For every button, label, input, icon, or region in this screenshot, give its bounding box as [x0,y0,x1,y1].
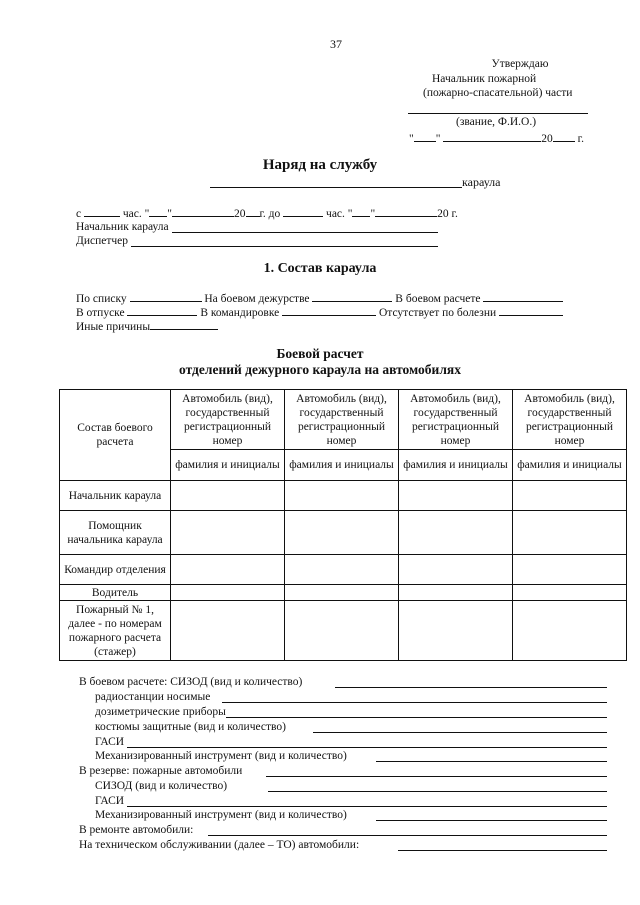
bottom-label3: дозиметрические приборы [95,706,226,718]
bottom-line4 [95,721,286,733]
roster-row2 [76,305,563,319]
calc-title2: отделений дежурного караула на автомобилях [179,362,461,377]
table-cell[interactable] [285,481,399,511]
table-row [60,601,627,661]
table-cell[interactable] [171,601,285,661]
name-header-1: фамилия и инициалы [171,450,285,481]
guard-name-line [210,187,462,188]
date-year: 20 [541,133,553,145]
period-year1: 20 [234,208,246,220]
fill-line4 [313,732,607,733]
fill-line8 [268,791,607,792]
roster-other: Иные причины [76,321,151,333]
period-from: с [76,208,82,220]
fill-line12 [398,850,607,851]
roster-row3 [76,319,218,333]
fill-line2 [222,702,607,703]
name-header-3: фамилия и инициалы [399,450,513,481]
row-label: Водитель [60,585,171,601]
bottom-label1: В боевом расчете: СИЗОД (вид и количество) [79,676,303,688]
table-cell[interactable] [399,511,513,555]
vehicle-header-2: Автомобиль (вид), государственный регистрационный номер [285,390,399,450]
approval-heading: Утверждаю [491,58,549,70]
bottom-line7 [79,765,242,777]
dispatcher-line [131,246,438,247]
document-title: Наряд на службу [262,157,378,173]
approval-signature-line [408,113,588,114]
bottom-line2 [95,691,210,703]
period-q2: " [370,208,376,220]
name-header-4: фамилия и инициалы [513,450,627,481]
table-cell[interactable] [285,601,399,661]
fill-line6 [376,761,607,762]
period-hour2: час. " [326,208,353,220]
table-cell[interactable] [399,555,513,585]
period-q1: " [167,208,172,220]
table-cell[interactable] [171,585,285,601]
bottom-line6 [95,750,347,762]
period-line [76,206,458,220]
bottom-line1 [79,676,302,688]
period-hour1: час. " [122,208,150,220]
table-row [60,585,627,601]
page-number: 37 [330,37,342,51]
bottom-label8: СИЗОД (вид и количество) [95,780,228,792]
bottom-label11: В ремонте автомобили: [79,824,194,836]
fill-line1 [335,687,607,688]
table-cell[interactable] [513,601,627,661]
roster-row1 [76,291,563,305]
table-header-row [60,390,627,450]
name-header-2: фамилия и инициалы [285,450,399,481]
date-quote-open: " [409,133,414,145]
table-cell[interactable] [285,555,399,585]
bottom-line3 [95,706,226,718]
table-row [60,511,627,555]
approval-chief-line1: Начальник пожарной [432,73,537,85]
bottom-label2: радиостанции носимые [95,691,211,703]
table-cell[interactable] [513,585,627,601]
bottom-label7: В резерве: пожарные автомобили [79,765,243,777]
fill-line3 [226,717,607,718]
row-label: Помощник начальника караула [60,511,171,555]
fill-line5 [127,747,607,748]
roster-vacation: В отпуске [76,307,125,319]
bottom-line5 [95,736,124,748]
table-row [60,555,627,585]
table-cell[interactable] [171,481,285,511]
fill-line10 [376,820,607,821]
bottom-line11 [79,824,193,836]
fill-line9 [127,806,607,807]
vehicle-header-3: Автомобиль (вид), государственный регистрационный номер [399,390,513,450]
table-cell[interactable] [513,481,627,511]
table-row [60,481,627,511]
vehicle-header-1: Автомобиль (вид), государственный регистрационный номер [171,390,285,450]
bottom-label9: ГАСИ [95,795,125,807]
chief-of-guard-label: Начальник караула [76,221,169,233]
calc-title1: Боевой расчет [276,346,364,361]
karaula-label: караула [462,175,501,189]
table-cell[interactable] [399,585,513,601]
date-quote-close: " [435,133,441,145]
table-cell[interactable] [285,511,399,555]
section1-title: 1. Состав караула [263,261,377,276]
row-label: Пожарный № 1, далее - по номерам пожарного расчета (стажер) [60,601,171,661]
dispatcher-label: Диспетчер [76,235,129,247]
bottom-label6: Механизированный инструмент (вид и количество) [95,750,347,762]
bottom-line12 [79,839,359,851]
row-label: Командир отделения [60,555,171,585]
bottom-line10 [95,809,347,821]
roster-on-duty: На боевом дежурстве [204,293,310,305]
vehicle-header-4: Автомобиль (вид), государственный регистрационный номер [513,390,627,450]
table-cell[interactable] [513,511,627,555]
roster-business-trip: В командировке [200,307,280,319]
chief-of-guard-line [172,232,438,233]
approval-rank-fio: (звание, Ф.И.О.) [456,116,537,128]
roster-in-combat: В боевом расчете [395,293,481,305]
approval-date [409,131,584,145]
fill-line7 [266,776,607,777]
table-cell[interactable] [513,555,627,585]
bottom-line9 [95,795,124,807]
table-cell[interactable] [171,511,285,555]
period-to: г. до [259,208,281,220]
table-cell[interactable] [399,481,513,511]
bottom-label4: костюмы защитные (вид и количество) [95,721,286,733]
bottom-label5: ГАСИ [95,736,125,748]
table-cell[interactable] [285,585,399,601]
combat-calc-table [59,389,627,661]
roster-sick: Отсутствует по болезни [378,307,497,319]
table-cell[interactable] [399,601,513,661]
bottom-label12: На техническом обслуживании (далее – ТО) автомобили: [79,839,360,851]
approval-chief-line2: (пожарно-спасательной) части [423,87,573,99]
bottom-line8 [95,780,227,792]
table-cell[interactable] [171,555,285,585]
roster-by-list: По списку [76,293,127,305]
fill-line11 [208,835,607,836]
bottom-label10: Механизированный инструмент (вид и количество) [95,809,347,821]
row-label: Начальник караула [60,481,171,511]
date-g: г. [577,133,584,145]
period-year2: 20 г. [437,208,458,220]
table-col0-header: Состав боевого расчета [60,390,171,481]
